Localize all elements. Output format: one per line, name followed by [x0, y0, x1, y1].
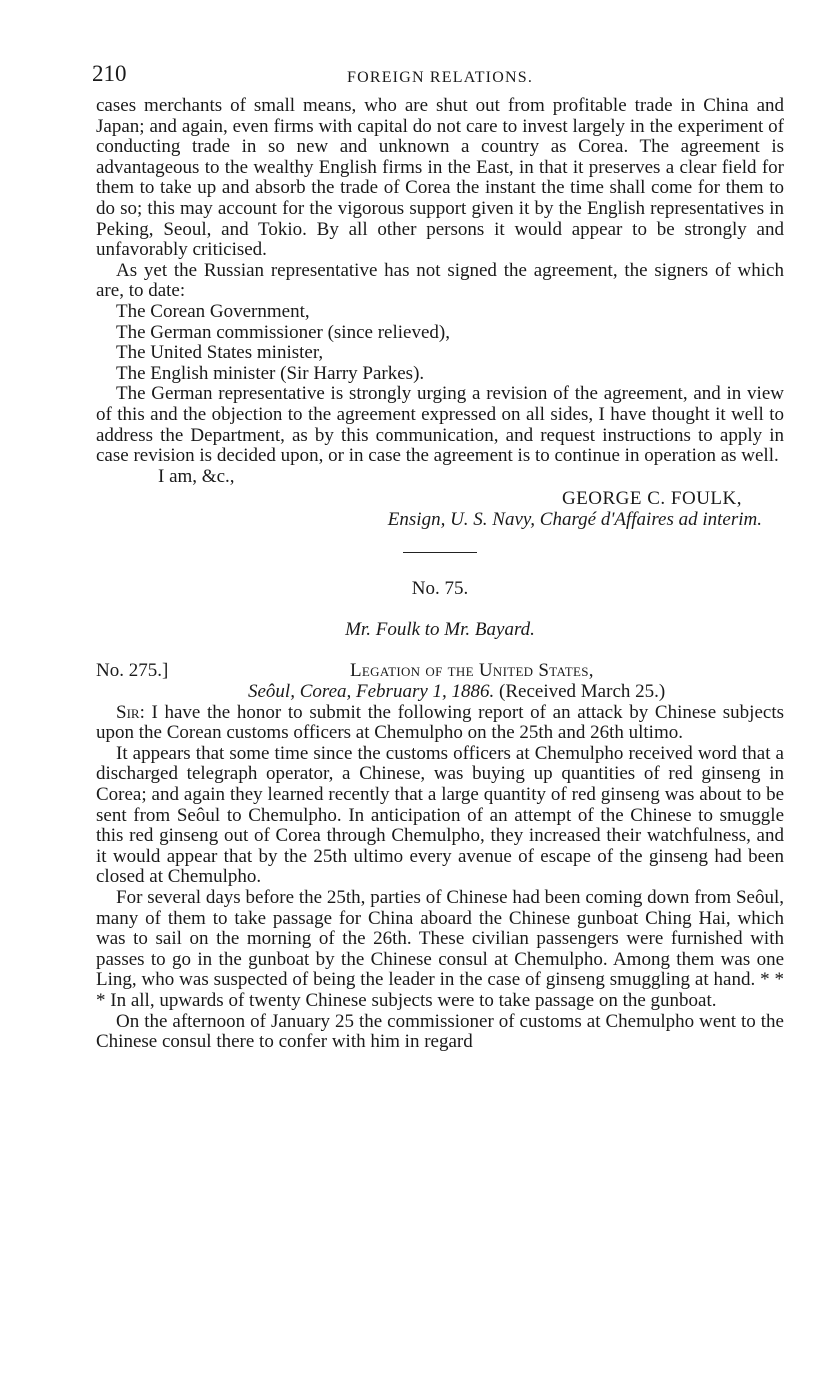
page-number: 210 [92, 61, 127, 86]
signature-name: GEORGE C. FOULK, [561, 488, 742, 510]
paragraph [96, 703, 784, 744]
signature-title: Ensign, U. S. Navy, Chargé d'Affaires ad interim. [387, 508, 762, 530]
running-title: FOREIGN RELATIONS. [346, 69, 534, 86]
document-number: No. 75. [411, 578, 469, 600]
signer-item: The United States minister, [116, 342, 324, 364]
page-header [92, 61, 784, 92]
document-page [92, 61, 784, 1053]
paragraph: cases merchants of small means, who are shut out from profitable trade in China and Japan; and again, even firms with capital do not care to invest largely in the experiment of conducting trade in so new and unknown a country as Corea. The agreement is advantageous to the wealthy English firms in the East, in that it preserves a clear field for them to take up and absorb the trade of Corea the instant the time shall come for them to do so; this may account for the vigorous support given it by the English representatives in Peking, Seoul, and Tokio. By all other persons it would appear to be strongly and unfavorably criticised. [96, 95, 784, 261]
legation-name: Legation of the United States, [350, 659, 594, 681]
signer-item: The Corean Government, [116, 300, 310, 322]
signers-list [96, 302, 784, 384]
closing: I am, &c., [158, 465, 235, 487]
document-caption: Mr. Foulk to Mr. Bayard. [345, 619, 535, 641]
signer-item: The German commissioner (since relieved), [116, 321, 450, 343]
paragraph: As yet the Russian representative has not signed the agreement, the signers of which are, to date: [96, 259, 784, 302]
received-date: (Received March 25.) [499, 680, 666, 702]
section-divider [403, 552, 477, 553]
paragraph: It appears that some time since the customs officers at Chemulpho received word that a discharged telegraph operator, a Chinese, was buying up quantities of red ginseng in Corea; and again they learned recently that a large quantity of red ginseng was about to be sent from Seôul to Chemulpho. In anticipation of an attempt of the Chinese to smuggle this red ginseng out of Corea through Chemulpho, they increased their watchfulness, and it would appear that by the 25th ultimo every avenue of escape of the ginseng had been closed at Chemulpho. [96, 742, 784, 888]
salutation: Sir [116, 701, 140, 723]
place-date: Seôul, Corea, February 1, 1886. [248, 680, 495, 702]
paragraph: The German representative is strongly urging a revision of the agreement, and in view of this and the objection to the agreement expressed on all sides, I have thought it well to address the Department, as by this communication, and request instructions to apply in case revision is decided upon, or in case the agreement is to continue in operation as well. [96, 383, 784, 467]
paragraph-text: : I have the honor to submit the following report of an attack by Chinese subjects upon the Corean customs officers at Chemulpho on the 25th and 26th ultimo. [96, 701, 784, 744]
place-date-line [248, 682, 665, 703]
paragraph: On the afternoon of January 25 the commissioner of customs at Chemulpho went to the Chinese consul there to confer with him in regard [96, 1010, 784, 1053]
letter-heading [96, 661, 784, 703]
signer-item: The English minister (Sir Harry Parkes). [116, 362, 425, 384]
paragraph: For several days before the 25th, parties of Chinese had been coming down from Seôul, many of them to take passage for China aboard the Chinese gunboat Ching Hai, which was to sail on the morning of the 26th. These civilian passengers were furnished with passes to go in the gunboat by the Chinese consul at Chemulpho. Among them was one Ling, who was suspected of being the leader in the case of ginseng smuggling at hand. * * * In all, upwards of twenty Chinese subjects were to take passage on the gunboat. [96, 887, 784, 1011]
dispatch-number: No. 275.] [96, 659, 169, 681]
